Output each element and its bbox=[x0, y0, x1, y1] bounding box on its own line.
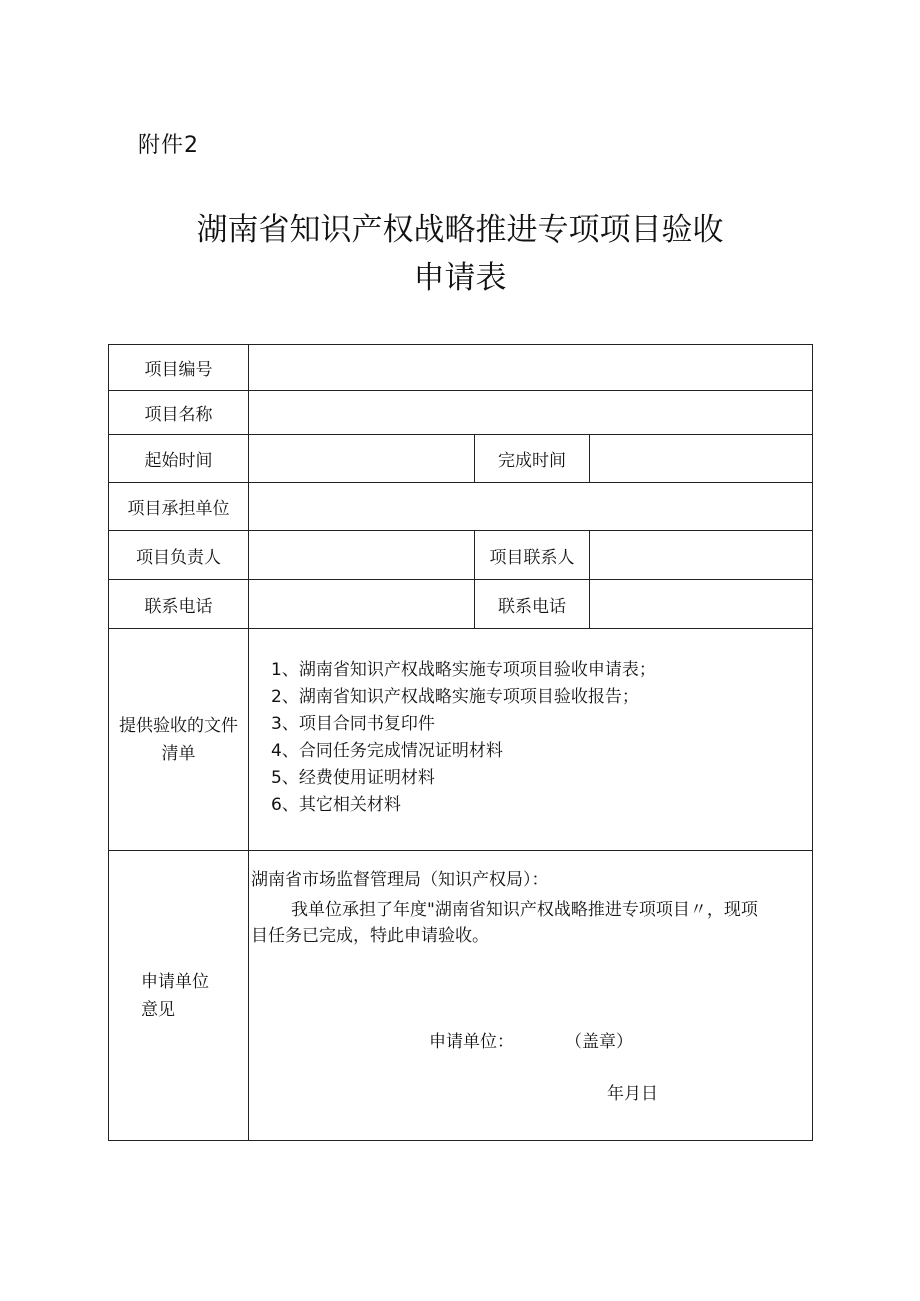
date-placeholder: 年月日 bbox=[607, 1084, 658, 1104]
form-title-line2: 申请表 bbox=[413, 260, 507, 296]
project-leader-field[interactable] bbox=[249, 531, 475, 580]
start-time-field[interactable] bbox=[249, 435, 475, 483]
file-list-label bbox=[109, 629, 249, 851]
opinion-label-line2: 意见 bbox=[141, 999, 175, 1020]
project-name-label: 项目名称 bbox=[109, 391, 249, 435]
attachment-label: 附件2 bbox=[138, 133, 199, 158]
undertaking-unit-label: 项目承担单位 bbox=[109, 483, 249, 531]
project-number-field[interactable] bbox=[249, 345, 813, 391]
form-title-line1: 湖南省知识产权战略推进专项项目验收 bbox=[196, 212, 724, 248]
project-name-field[interactable] bbox=[249, 391, 813, 435]
opinion-label-line1: 申请单位 bbox=[141, 971, 209, 992]
project-leader-label: 项目负责人 bbox=[109, 531, 249, 580]
file-list-label-line1: 提供验收的文件 bbox=[119, 715, 238, 736]
phone-label-right: 联系电话 bbox=[475, 580, 590, 629]
finish-time-label: 完成时间 bbox=[475, 435, 590, 483]
finish-time-field[interactable] bbox=[590, 435, 813, 483]
opinion-body-line2: 目任务已完成，特此申请验收。 bbox=[251, 926, 489, 946]
file-list bbox=[249, 629, 813, 851]
opinion-addressee: 湖南省市场监督管理局（知识产权局）： bbox=[251, 870, 549, 890]
opinion-body-line1: 我单位承担了年度"湖南省知识产权战略推进专项项目〃，现项 bbox=[291, 900, 758, 920]
project-contact-label: 项目联系人 bbox=[475, 531, 590, 580]
project-contact-field[interactable] bbox=[590, 531, 813, 580]
opinion-area bbox=[249, 851, 813, 1141]
phone-field-right[interactable] bbox=[590, 580, 813, 629]
phone-field-left[interactable] bbox=[249, 580, 475, 629]
file-list-item: 1、湖南省知识产权战略实施专项项目验收申请表； bbox=[271, 660, 656, 680]
seal-placeholder: （盖章） bbox=[565, 1032, 633, 1052]
phone-label-left: 联系电话 bbox=[109, 580, 249, 629]
file-list-item: 5、经费使用证明材料 bbox=[271, 768, 435, 788]
undertaking-unit-field[interactable] bbox=[249, 483, 813, 531]
opinion-label bbox=[109, 851, 249, 1141]
application-form-table bbox=[108, 344, 813, 1141]
file-list-label-line2: 清单 bbox=[161, 743, 196, 764]
applicant-unit-label: 申请单位： bbox=[429, 1032, 514, 1052]
file-list-item: 6、其它相关材料 bbox=[271, 795, 401, 815]
file-list-item: 3、项目合同书复印件 bbox=[271, 714, 435, 734]
start-time-label: 起始时间 bbox=[109, 435, 249, 483]
file-list-item: 2、湖南省知识产权战略实施专项项目验收报告； bbox=[271, 687, 639, 707]
file-list-item: 4、合同任务完成情况证明材料 bbox=[271, 741, 503, 761]
project-number-label: 项目编号 bbox=[109, 345, 249, 391]
